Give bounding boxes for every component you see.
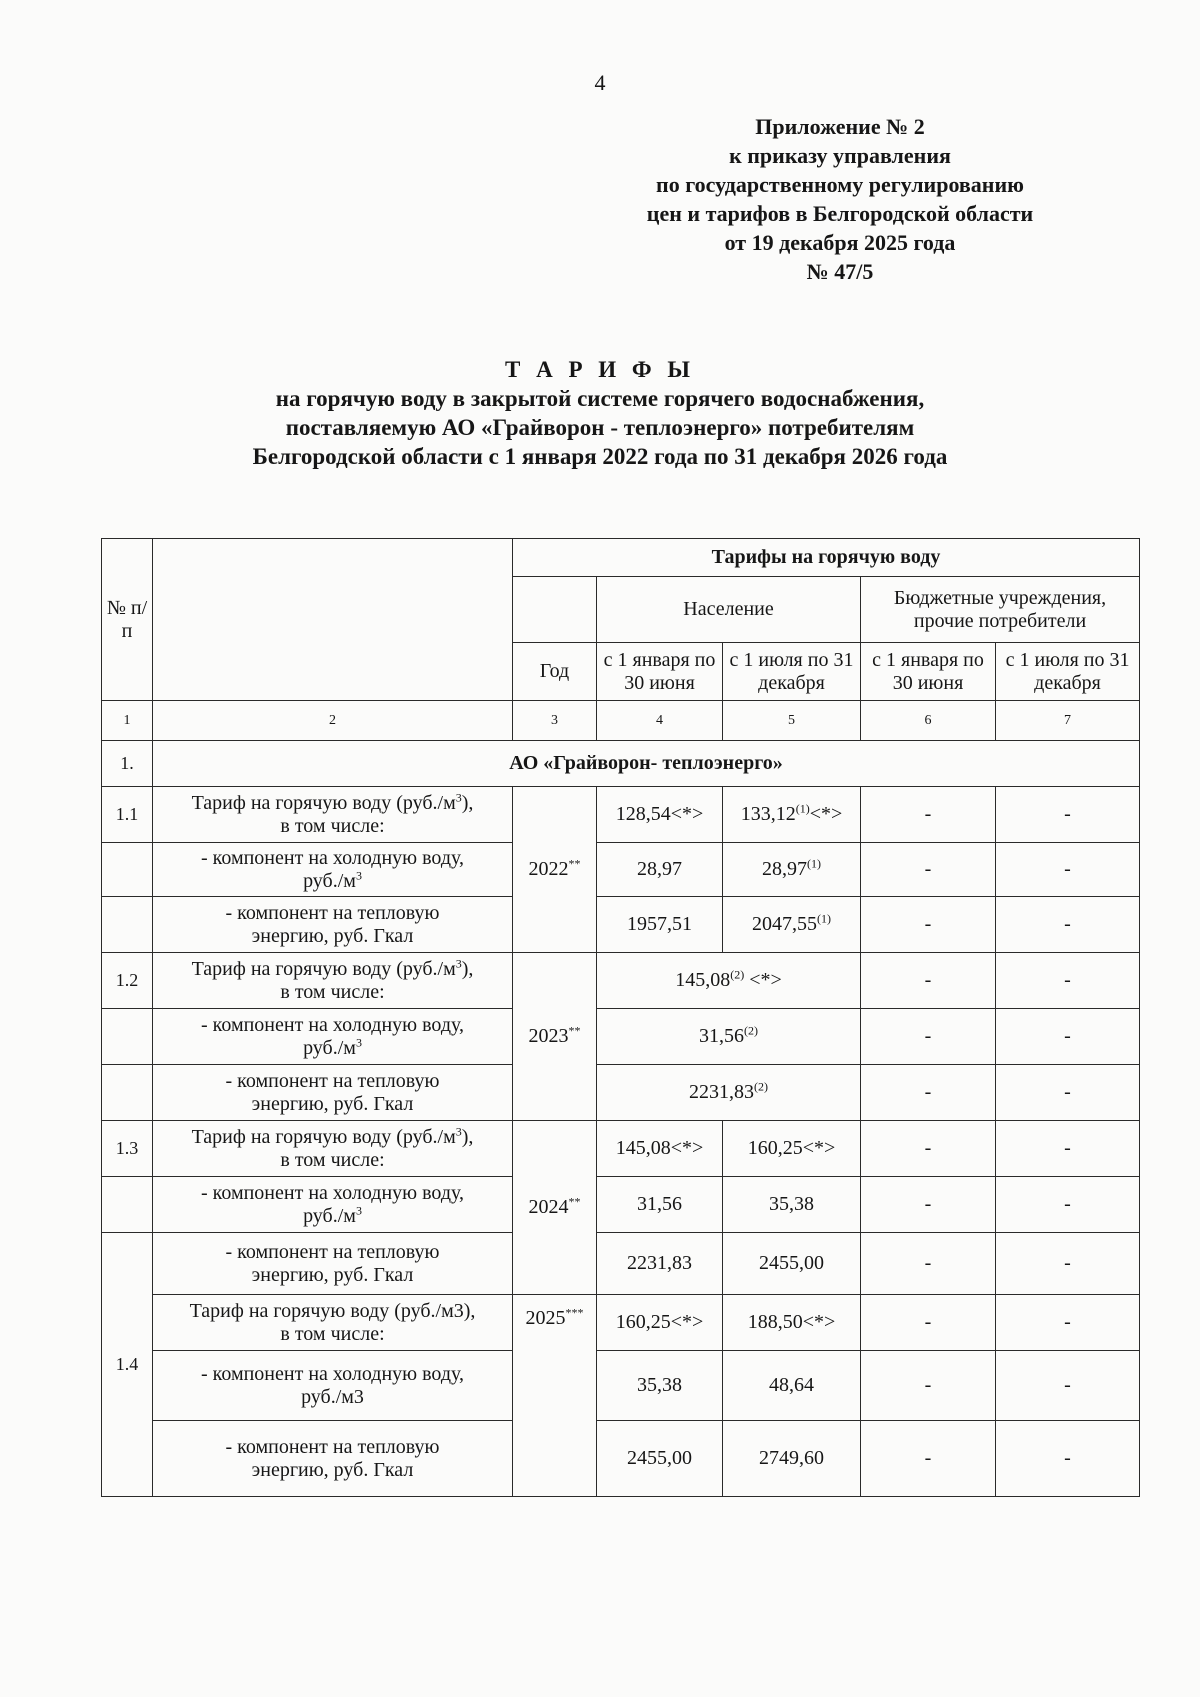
value-cell: 2749,60: [723, 1421, 861, 1497]
row-number-blank: [102, 1065, 153, 1121]
row-number: 1.4: [102, 1233, 153, 1497]
tariff-label-sub: в том числе:: [280, 980, 385, 1003]
cold-unit: руб./м: [303, 869, 356, 892]
cold-unit: руб./м3: [301, 1385, 364, 1408]
appendix-block: [560, 112, 1120, 286]
header-jan-jun: с 1 января по 30 июня: [597, 643, 723, 701]
dash-cell: -: [861, 1009, 996, 1065]
dash-cell: -: [861, 1351, 996, 1421]
cold-label-text: - компонент на холодную воду,: [200, 1362, 465, 1385]
appendix-line: Приложение № 2: [755, 114, 925, 139]
dash-cell: -: [996, 1421, 1140, 1497]
year-mark: ***: [565, 1305, 584, 1320]
value-text: 133,12: [740, 803, 796, 825]
header-population: Население: [597, 577, 861, 643]
dash-cell: -: [861, 1233, 996, 1295]
document-title: [0, 355, 1200, 471]
year-2023: [513, 953, 597, 1121]
value-text: 31,56: [699, 1025, 744, 1047]
col-number: 7: [996, 701, 1140, 741]
cube-sup: 3: [355, 1202, 362, 1217]
org-name: АО «Грайворон- теплоэнерго»: [153, 741, 1140, 787]
header-year: Год: [513, 643, 597, 701]
tariff-label-sub: в том числе:: [280, 814, 385, 837]
row-number: 1.2: [102, 953, 153, 1009]
heat-label-text: - компонент на тепловую: [225, 901, 440, 924]
heat-label-text: - компонент на тепловую: [225, 1240, 440, 1263]
tariff-label-text: Тариф на горячую воду (руб./м: [191, 957, 456, 980]
col-number: 3: [513, 701, 597, 741]
org-row-number: 1.: [102, 741, 153, 787]
dash-cell: -: [996, 1233, 1140, 1295]
dash-cell: -: [861, 1121, 996, 1177]
value-cell: 35,38: [597, 1351, 723, 1421]
dash-cell: -: [861, 1421, 996, 1497]
tariff-label: [153, 1295, 513, 1351]
header-name-blank: [153, 539, 513, 701]
year-2024: [513, 1121, 597, 1295]
cold-label: [153, 1351, 513, 1421]
heat-label-text: - компонент на тепловую: [225, 1435, 440, 1458]
header-jan-jun: с 1 января по 30 июня: [861, 643, 996, 701]
value-cell: 2231,83: [597, 1233, 723, 1295]
tariff-label: [153, 953, 513, 1009]
dash-cell: -: [996, 1351, 1140, 1421]
dash-cell: -: [996, 1295, 1140, 1351]
cube-sup: 3: [355, 867, 362, 882]
tariff-label-text: Тариф на горячую воду (руб./м: [191, 791, 456, 814]
row-number-blank: [102, 843, 153, 897]
value-text: 28,97: [762, 858, 807, 880]
appendix-line: цен и тарифов в Белгородской области: [646, 201, 1034, 226]
appendix-line: к приказу управления: [729, 143, 951, 168]
year-value: 2025: [525, 1307, 566, 1329]
header-tariffs-group: Тарифы на горячую воду: [513, 539, 1140, 577]
col-number: 4: [597, 701, 723, 741]
heat-unit: энергию, руб. Гкал: [251, 1092, 414, 1115]
footnote-mark: (2): [744, 1023, 758, 1038]
title-line: Белгородской области с 1 января 2022 года по 31 декабря 2026 года: [252, 444, 948, 469]
value-text: 145,08: [675, 969, 731, 991]
dash-cell: -: [996, 787, 1140, 843]
heat-label: [153, 897, 513, 953]
dash-cell: -: [996, 843, 1140, 897]
row-number-blank: [102, 1177, 153, 1233]
value-cell: [597, 1065, 861, 1121]
cube-sup: 3: [355, 1034, 362, 1049]
col-number: 2: [153, 701, 513, 741]
cube-sup: 3: [455, 789, 462, 804]
cold-label: [153, 1177, 513, 1233]
value-cell: 128,54<*>: [597, 787, 723, 843]
cold-label: [153, 1009, 513, 1065]
year-value: 2022: [528, 858, 569, 880]
row-number: 1.1: [102, 787, 153, 843]
dash-cell: -: [861, 897, 996, 953]
dash-cell: -: [996, 1121, 1140, 1177]
dash-cell: -: [861, 787, 996, 843]
value-tail: <*>: [809, 803, 843, 825]
header-jul-dec: с 1 июля по 31 декабря: [723, 643, 861, 701]
value-cell: [723, 897, 861, 953]
cold-unit: руб./м: [303, 1204, 356, 1227]
cold-label: [153, 843, 513, 897]
heat-label: [153, 1065, 513, 1121]
row-number: 1.3: [102, 1121, 153, 1177]
value-cell: 31,56: [597, 1177, 723, 1233]
tariff-label: [153, 1121, 513, 1177]
dash-cell: -: [996, 1065, 1140, 1121]
value-cell: 160,25<*>: [723, 1121, 861, 1177]
cube-sup: 3: [455, 955, 462, 970]
value-cell: [723, 787, 861, 843]
dash-cell: -: [996, 1009, 1140, 1065]
year-2025: [513, 1295, 597, 1497]
col-number: 5: [723, 701, 861, 741]
tariff-label-tail: ),: [461, 791, 474, 814]
dash-cell: -: [861, 1295, 996, 1351]
dash-cell: -: [996, 1177, 1140, 1233]
tariff-label: [153, 787, 513, 843]
value-cell: 160,25<*>: [597, 1295, 723, 1351]
year-value: 2024: [528, 1196, 569, 1218]
value-cell: 1957,51: [597, 897, 723, 953]
cube-sup: 3: [455, 1123, 462, 1138]
dash-cell: -: [996, 953, 1140, 1009]
footnote-mark: (1): [795, 801, 810, 816]
header-jul-dec: с 1 июля по 31 декабря: [996, 643, 1140, 701]
tariff-label-sub: в том числе:: [280, 1148, 385, 1171]
value-text: 2047,55: [752, 913, 817, 935]
title-line: на горячую воду в закрытой системе горячего водоснабжения,: [275, 386, 925, 411]
value-cell: 48,64: [723, 1351, 861, 1421]
tariff-label-text: Тариф на горячую воду (руб./м3),: [189, 1299, 476, 1322]
appendix-line: № 47/5: [806, 259, 874, 284]
year-mark: **: [568, 1194, 581, 1209]
value-cell: 35,38: [723, 1177, 861, 1233]
col-number: 1: [102, 701, 153, 741]
value-text: 2231,83: [689, 1081, 754, 1103]
header-budget: Бюджетные учреждения, прочие потребители: [861, 577, 1140, 643]
tariffs-table: [101, 538, 1140, 1497]
dash-cell: -: [861, 843, 996, 897]
col-number: 6: [861, 701, 996, 741]
value-cell: 188,50<*>: [723, 1295, 861, 1351]
header-no: № п/п: [102, 539, 153, 701]
title-line: поставляемую АО «Грайворон - теплоэнерго» потребителям: [285, 415, 915, 440]
value-cell: 2455,00: [597, 1421, 723, 1497]
heat-unit: энергию, руб. Гкал: [251, 1263, 414, 1286]
footnote-mark: (2): [730, 967, 745, 982]
dash-cell: -: [861, 1177, 996, 1233]
value-cell: [723, 843, 861, 897]
value-cell: 145,08<*>: [597, 1121, 723, 1177]
tariff-label-text: Тариф на горячую воду (руб./м: [191, 1125, 456, 1148]
cold-label-text: - компонент на холодную воду,: [200, 1181, 465, 1204]
heat-unit: энергию, руб. Гкал: [251, 1458, 414, 1481]
row-number-blank: [102, 897, 153, 953]
year-2022: [513, 787, 597, 953]
heat-label: [153, 1233, 513, 1295]
value-cell: [597, 1009, 861, 1065]
tariff-label-tail: ),: [461, 1125, 474, 1148]
value-cell: [597, 953, 861, 1009]
cold-label-text: - компонент на холодную воду,: [200, 846, 465, 869]
cold-label-text: - компонент на холодную воду,: [200, 1013, 465, 1036]
header-blank: [513, 577, 597, 643]
title-heading: Т А Р И Ф Ы: [505, 357, 695, 382]
footnote-mark: (1): [807, 856, 821, 871]
value-cell: 2455,00: [723, 1233, 861, 1295]
year-mark: **: [568, 856, 581, 871]
footnote-mark: (2): [754, 1079, 768, 1094]
row-number-blank: [102, 1009, 153, 1065]
cold-unit: руб./м: [303, 1036, 356, 1059]
value-tail: <*>: [744, 969, 782, 991]
appendix-line: от 19 декабря 2025 года: [724, 230, 956, 255]
heat-unit: энергию, руб. Гкал: [251, 924, 414, 947]
footnote-mark: (1): [817, 911, 831, 926]
heat-label-text: - компонент на тепловую: [225, 1069, 440, 1092]
tariff-label-sub: в том числе:: [280, 1322, 385, 1345]
page-number: 4: [594, 70, 606, 95]
appendix-line: по государственному регулированию: [656, 172, 1024, 197]
year-mark: **: [568, 1023, 581, 1038]
value-cell: 28,97: [597, 843, 723, 897]
year-value: 2023: [528, 1025, 569, 1047]
dash-cell: -: [861, 1065, 996, 1121]
dash-cell: -: [861, 953, 996, 1009]
tariff-label-tail: ),: [461, 957, 474, 980]
dash-cell: -: [996, 897, 1140, 953]
heat-label: [153, 1421, 513, 1497]
